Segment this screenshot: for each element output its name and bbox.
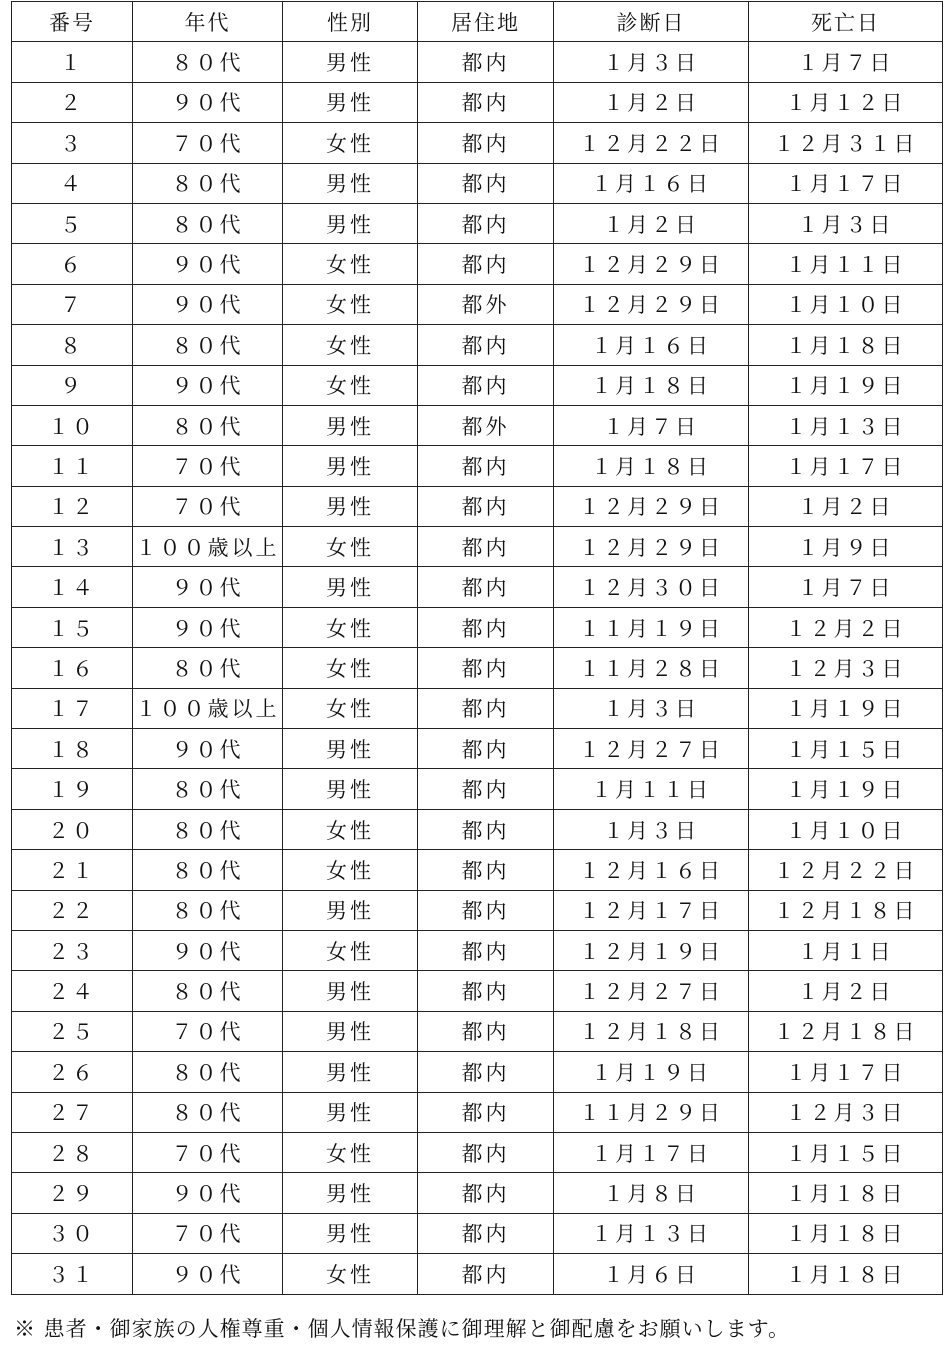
cell-sex: 男性 <box>283 729 418 769</box>
cell-diagnosis-date: １２月２７日 <box>554 729 749 769</box>
cell-diagnosis-date: １２月２９日 <box>554 486 749 526</box>
cell-number: ８ <box>12 325 133 365</box>
cell-death-date: １月１５日 <box>749 1132 943 1172</box>
table-row <box>12 325 943 365</box>
cell-diagnosis-date: １２月２９日 <box>554 284 749 324</box>
table-row <box>12 42 943 82</box>
table-row <box>12 930 943 970</box>
cell-residence: 都内 <box>418 527 554 567</box>
cell-age-group: ９０代 <box>133 365 283 405</box>
cell-age-group: ７０代 <box>133 123 283 163</box>
cell-sex: 男性 <box>283 1092 418 1132</box>
cell-age-group: ８０代 <box>133 809 283 849</box>
cell-death-date: １２月３１日 <box>749 123 943 163</box>
cell-number: １９ <box>12 769 133 809</box>
cell-number: ３０ <box>12 1213 133 1253</box>
cell-diagnosis-date: １月１６日 <box>554 325 749 365</box>
cell-residence: 都内 <box>418 123 554 163</box>
cell-diagnosis-date: １２月３０日 <box>554 567 749 607</box>
cell-diagnosis-date: １月１１日 <box>554 769 749 809</box>
cell-death-date: １月１８日 <box>749 325 943 365</box>
cell-sex: 女性 <box>283 688 418 728</box>
cell-residence: 都内 <box>418 1132 554 1172</box>
cell-number: ４ <box>12 163 133 203</box>
cell-sex: 男性 <box>283 82 418 122</box>
cell-residence: 都内 <box>418 82 554 122</box>
cell-residence: 都内 <box>418 729 554 769</box>
cell-diagnosis-date: １月３日 <box>554 688 749 728</box>
cell-sex: 女性 <box>283 607 418 647</box>
cell-number: １８ <box>12 729 133 769</box>
cell-number: ２５ <box>12 1011 133 1051</box>
cell-diagnosis-date: １月２日 <box>554 82 749 122</box>
cell-sex: 男性 <box>283 405 418 445</box>
table-row <box>12 163 943 203</box>
cell-sex: 男性 <box>283 1173 418 1213</box>
cell-sex: 女性 <box>283 284 418 324</box>
cell-diagnosis-date: １２月１７日 <box>554 890 749 930</box>
table-row <box>12 1011 943 1051</box>
cell-death-date: １月１７日 <box>749 1052 943 1092</box>
cell-age-group: ７０代 <box>133 1011 283 1051</box>
cell-diagnosis-date: １２月１９日 <box>554 930 749 970</box>
cell-death-date: １月９日 <box>749 527 943 567</box>
table-row <box>12 648 943 688</box>
cell-residence: 都内 <box>418 486 554 526</box>
table-row <box>12 607 943 647</box>
table-row <box>12 123 943 163</box>
cell-age-group: １００歳以上 <box>133 527 283 567</box>
cell-number: ９ <box>12 365 133 405</box>
cell-residence: 都内 <box>418 607 554 647</box>
cell-death-date: １月１８日 <box>749 1173 943 1213</box>
cell-number: ２２ <box>12 890 133 930</box>
table-row <box>12 446 943 486</box>
table-row <box>12 971 943 1011</box>
cell-number: １４ <box>12 567 133 607</box>
cell-sex: 女性 <box>283 1132 418 1172</box>
cell-death-date: １月１２日 <box>749 82 943 122</box>
cell-diagnosis-date: １２月２９日 <box>554 527 749 567</box>
cell-residence: 都内 <box>418 1011 554 1051</box>
cell-death-date: １２月３日 <box>749 648 943 688</box>
cell-number: １６ <box>12 648 133 688</box>
cell-residence: 都内 <box>418 325 554 365</box>
cell-death-date: １月１８日 <box>749 1213 943 1253</box>
cell-residence: 都内 <box>418 809 554 849</box>
cell-sex: 男性 <box>283 42 418 82</box>
cell-number: ３１ <box>12 1254 133 1294</box>
cell-residence: 都内 <box>418 890 554 930</box>
cell-sex: 男性 <box>283 567 418 607</box>
table-row <box>12 365 943 405</box>
table-row <box>12 82 943 122</box>
cell-sex: 男性 <box>283 890 418 930</box>
table-row <box>12 890 943 930</box>
cell-residence: 都内 <box>418 688 554 728</box>
cell-number: ２９ <box>12 1173 133 1213</box>
cell-diagnosis-date: １月１６日 <box>554 163 749 203</box>
cell-age-group: ９０代 <box>133 1173 283 1213</box>
cell-sex: 男性 <box>283 1052 418 1092</box>
cell-age-group: ８０代 <box>133 325 283 365</box>
cell-sex: 女性 <box>283 648 418 688</box>
cell-sex: 女性 <box>283 1254 418 1294</box>
cell-diagnosis-date: １月２日 <box>554 203 749 243</box>
cell-number: ６ <box>12 244 133 284</box>
cell-diagnosis-date: １１月２８日 <box>554 648 749 688</box>
cell-sex: 男性 <box>283 971 418 1011</box>
cell-number: １１ <box>12 446 133 486</box>
cell-diagnosis-date: １２月１８日 <box>554 1011 749 1051</box>
cell-residence: 都内 <box>418 244 554 284</box>
cell-age-group: ７０代 <box>133 1132 283 1172</box>
header-number: 番号 <box>12 2 133 42</box>
cell-death-date: １月１５日 <box>749 729 943 769</box>
table-row <box>12 284 943 324</box>
cell-residence: 都内 <box>418 930 554 970</box>
table-row <box>12 1173 943 1213</box>
cell-death-date: １２月２２日 <box>749 850 943 890</box>
table-row <box>12 1132 943 1172</box>
cell-number: ２０ <box>12 809 133 849</box>
header-residence: 居住地 <box>418 2 554 42</box>
cell-number: ２３ <box>12 930 133 970</box>
cell-death-date: １月１０日 <box>749 284 943 324</box>
table-row <box>12 1254 943 1294</box>
table-row <box>12 850 943 890</box>
cell-sex: 女性 <box>283 930 418 970</box>
cell-sex: 男性 <box>283 203 418 243</box>
cell-death-date: １月１７日 <box>749 163 943 203</box>
cell-age-group: ８０代 <box>133 971 283 1011</box>
cell-residence: 都内 <box>418 1213 554 1253</box>
cell-residence: 都内 <box>418 446 554 486</box>
cell-sex: 男性 <box>283 446 418 486</box>
cell-residence: 都内 <box>418 163 554 203</box>
table-row <box>12 1052 943 1092</box>
cell-diagnosis-date: １１月１９日 <box>554 607 749 647</box>
header-diagnosis-date: 診断日 <box>554 2 749 42</box>
header-row <box>12 2 943 42</box>
cell-diagnosis-date: １月７日 <box>554 405 749 445</box>
cell-death-date: １月１１日 <box>749 244 943 284</box>
cell-diagnosis-date: １２月１６日 <box>554 850 749 890</box>
cell-death-date: １２月３日 <box>749 1092 943 1132</box>
cell-sex: 女性 <box>283 325 418 365</box>
cell-death-date: １２月１８日 <box>749 890 943 930</box>
cell-sex: 女性 <box>283 365 418 405</box>
table-row <box>12 527 943 567</box>
cell-age-group: ８０代 <box>133 1092 283 1132</box>
header-sex: 性別 <box>283 2 418 42</box>
cell-residence: 都外 <box>418 284 554 324</box>
table-row <box>12 203 943 243</box>
cell-age-group: ８０代 <box>133 850 283 890</box>
cell-death-date: １２月２日 <box>749 607 943 647</box>
table-row <box>12 405 943 445</box>
cell-age-group: ９０代 <box>133 1254 283 1294</box>
cell-diagnosis-date: １２月２７日 <box>554 971 749 1011</box>
cell-death-date: １月１０日 <box>749 809 943 849</box>
cell-diagnosis-date: １月６日 <box>554 1254 749 1294</box>
table-row <box>12 1092 943 1132</box>
cell-death-date: １月２日 <box>749 971 943 1011</box>
cell-diagnosis-date: １月１３日 <box>554 1213 749 1253</box>
cell-death-date: １月１日 <box>749 930 943 970</box>
cell-age-group: ７０代 <box>133 1213 283 1253</box>
cell-age-group: ９０代 <box>133 930 283 970</box>
cell-diagnosis-date: １月８日 <box>554 1173 749 1213</box>
cell-sex: 男性 <box>283 163 418 203</box>
cell-age-group: ９０代 <box>133 244 283 284</box>
cell-age-group: ９０代 <box>133 82 283 122</box>
table-row <box>12 688 943 728</box>
cell-number: ２６ <box>12 1052 133 1092</box>
cell-residence: 都内 <box>418 42 554 82</box>
cell-sex: 女性 <box>283 809 418 849</box>
table-row <box>12 244 943 284</box>
cell-sex: 女性 <box>283 850 418 890</box>
cell-residence: 都外 <box>418 405 554 445</box>
cell-number: １７ <box>12 688 133 728</box>
cell-death-date: １月７日 <box>749 567 943 607</box>
cell-age-group: ８０代 <box>133 203 283 243</box>
cell-residence: 都内 <box>418 567 554 607</box>
cell-residence: 都内 <box>418 1173 554 1213</box>
cell-age-group: １００歳以上 <box>133 688 283 728</box>
cell-death-date: １月１９日 <box>749 688 943 728</box>
cell-number: ２７ <box>12 1092 133 1132</box>
cell-diagnosis-date: １月１７日 <box>554 1132 749 1172</box>
table-header <box>12 2 943 42</box>
cell-age-group: ７０代 <box>133 446 283 486</box>
cell-number: ７ <box>12 284 133 324</box>
cell-death-date: １月１８日 <box>749 1254 943 1294</box>
cell-diagnosis-date: １月３日 <box>554 42 749 82</box>
table-row <box>12 729 943 769</box>
cell-age-group: ９０代 <box>133 729 283 769</box>
table-row <box>12 486 943 526</box>
cell-age-group: ８０代 <box>133 769 283 809</box>
cell-death-date: １月１３日 <box>749 405 943 445</box>
cell-death-date: １月３日 <box>749 203 943 243</box>
cell-residence: 都内 <box>418 1092 554 1132</box>
cell-diagnosis-date: １月３日 <box>554 809 749 849</box>
cell-residence: 都内 <box>418 850 554 890</box>
cell-number: ２ <box>12 82 133 122</box>
cell-age-group: ９０代 <box>133 284 283 324</box>
cell-residence: 都内 <box>418 769 554 809</box>
cell-number: ５ <box>12 203 133 243</box>
cell-sex: 男性 <box>283 1213 418 1253</box>
cell-sex: 男性 <box>283 769 418 809</box>
cell-age-group: ９０代 <box>133 607 283 647</box>
cell-diagnosis-date: １２月２２日 <box>554 123 749 163</box>
cell-diagnosis-date: １１月２９日 <box>554 1092 749 1132</box>
cell-number: ２１ <box>12 850 133 890</box>
cell-residence: 都内 <box>418 648 554 688</box>
cell-number: １ <box>12 42 133 82</box>
table-row <box>12 769 943 809</box>
cell-death-date: １月７日 <box>749 42 943 82</box>
cell-residence: 都内 <box>418 365 554 405</box>
case-table <box>11 1 943 1295</box>
cell-diagnosis-date: １２月２９日 <box>554 244 749 284</box>
cell-number: １０ <box>12 405 133 445</box>
header-death-date: 死亡日 <box>749 2 943 42</box>
cell-age-group: ８０代 <box>133 648 283 688</box>
cell-age-group: ８０代 <box>133 1052 283 1092</box>
cell-sex: 女性 <box>283 527 418 567</box>
cell-diagnosis-date: １月１８日 <box>554 365 749 405</box>
table-row <box>12 1213 943 1253</box>
cell-age-group: ８０代 <box>133 42 283 82</box>
cell-death-date: １２月１８日 <box>749 1011 943 1051</box>
cell-death-date: １月１９日 <box>749 769 943 809</box>
cell-sex: 男性 <box>283 1011 418 1051</box>
cell-number: ３ <box>12 123 133 163</box>
cell-residence: 都内 <box>418 203 554 243</box>
cell-age-group: ７０代 <box>133 486 283 526</box>
cell-number: ２８ <box>12 1132 133 1172</box>
cell-sex: 女性 <box>283 244 418 284</box>
table-body <box>12 42 943 1294</box>
table-row <box>12 567 943 607</box>
cell-number: ２４ <box>12 971 133 1011</box>
cell-age-group: ８０代 <box>133 405 283 445</box>
cell-death-date: １月２日 <box>749 486 943 526</box>
cell-number: １２ <box>12 486 133 526</box>
cell-sex: 男性 <box>283 486 418 526</box>
cell-death-date: １月１７日 <box>749 446 943 486</box>
cell-age-group: ８０代 <box>133 890 283 930</box>
table-row <box>12 809 943 849</box>
cell-residence: 都内 <box>418 1052 554 1092</box>
cell-number: １３ <box>12 527 133 567</box>
cell-diagnosis-date: １月１８日 <box>554 446 749 486</box>
header-age-group: 年代 <box>133 2 283 42</box>
privacy-note: ※ 患者・御家族の人権尊重・個人情報保護に御理解と御配慮をお願いします。 <box>14 1317 790 1341</box>
cell-death-date: １月１９日 <box>749 365 943 405</box>
cell-diagnosis-date: １月１９日 <box>554 1052 749 1092</box>
cell-residence: 都内 <box>418 971 554 1011</box>
cell-age-group: ９０代 <box>133 567 283 607</box>
cell-residence: 都内 <box>418 1254 554 1294</box>
cell-age-group: ８０代 <box>133 163 283 203</box>
cell-sex: 女性 <box>283 123 418 163</box>
cell-number: １５ <box>12 607 133 647</box>
